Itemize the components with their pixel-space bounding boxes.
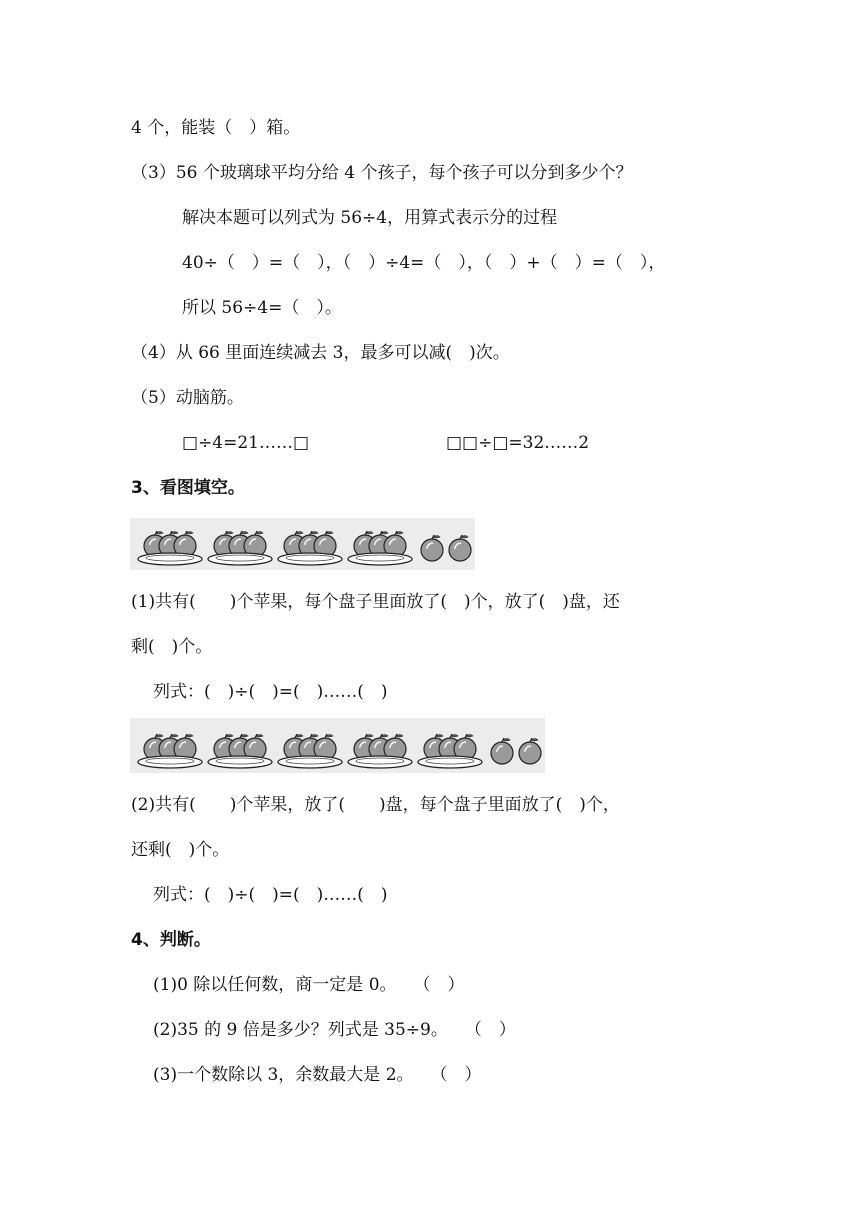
section-3-heading: 3、看图填空。 — [131, 478, 245, 498]
line-1: 4 个，能装（ ）箱。 — [131, 118, 301, 138]
question-3: （3）56 个玻璃球平均分给 4 个孩子，每个孩子可以分到多少个？ — [131, 163, 633, 183]
puzzle-a: □÷4=21……□ — [182, 433, 310, 453]
picture-2-question-cont: 还剩( )个。 — [131, 840, 230, 860]
picture-1-question-cont: 剩( )个。 — [131, 637, 213, 657]
question-3-result: 所以 56÷4=（ ）。 — [182, 298, 342, 318]
question-4: （4）从 66 里面连续减去 3，最多可以减( )次。 — [131, 343, 510, 363]
apples-picture-1 — [130, 518, 475, 570]
judge-3: (3)一个数除以 3，余数最大是 2。 （ ） — [153, 1065, 482, 1085]
puzzle-b: □□÷□=32……2 — [446, 433, 590, 453]
picture-1-equation: 列式：( )÷( )=( )……( ) — [153, 682, 388, 702]
section-4-heading: 4、判断。 — [131, 930, 211, 950]
apples-picture-2 — [130, 718, 545, 773]
picture-2-question: (2)共有( )个苹果，放了( )盘，每个盘子里面放了( )个， — [131, 795, 620, 815]
picture-2-equation: 列式：( )÷( )=( )……( ) — [153, 885, 388, 905]
question-5: （5）动脑筋。 — [131, 388, 244, 408]
judge-1: (1)0 除以任何数，商一定是 0。 （ ） — [153, 975, 465, 995]
question-3-hint: 解决本题可以列式为 56÷4，用算式表示分的过程 — [182, 208, 558, 228]
question-3-process: 40÷（ ）=（ ），（ ）÷4=（ ），（ ）+（ ）=（ ）， — [182, 253, 666, 273]
picture-1-question: (1)共有( )个苹果，每个盘子里面放了( )个，放了( )盘，还 — [131, 592, 620, 612]
judge-2: (2)35 的 9 倍是多少？列式是 35÷9。 （ ） — [153, 1020, 516, 1040]
